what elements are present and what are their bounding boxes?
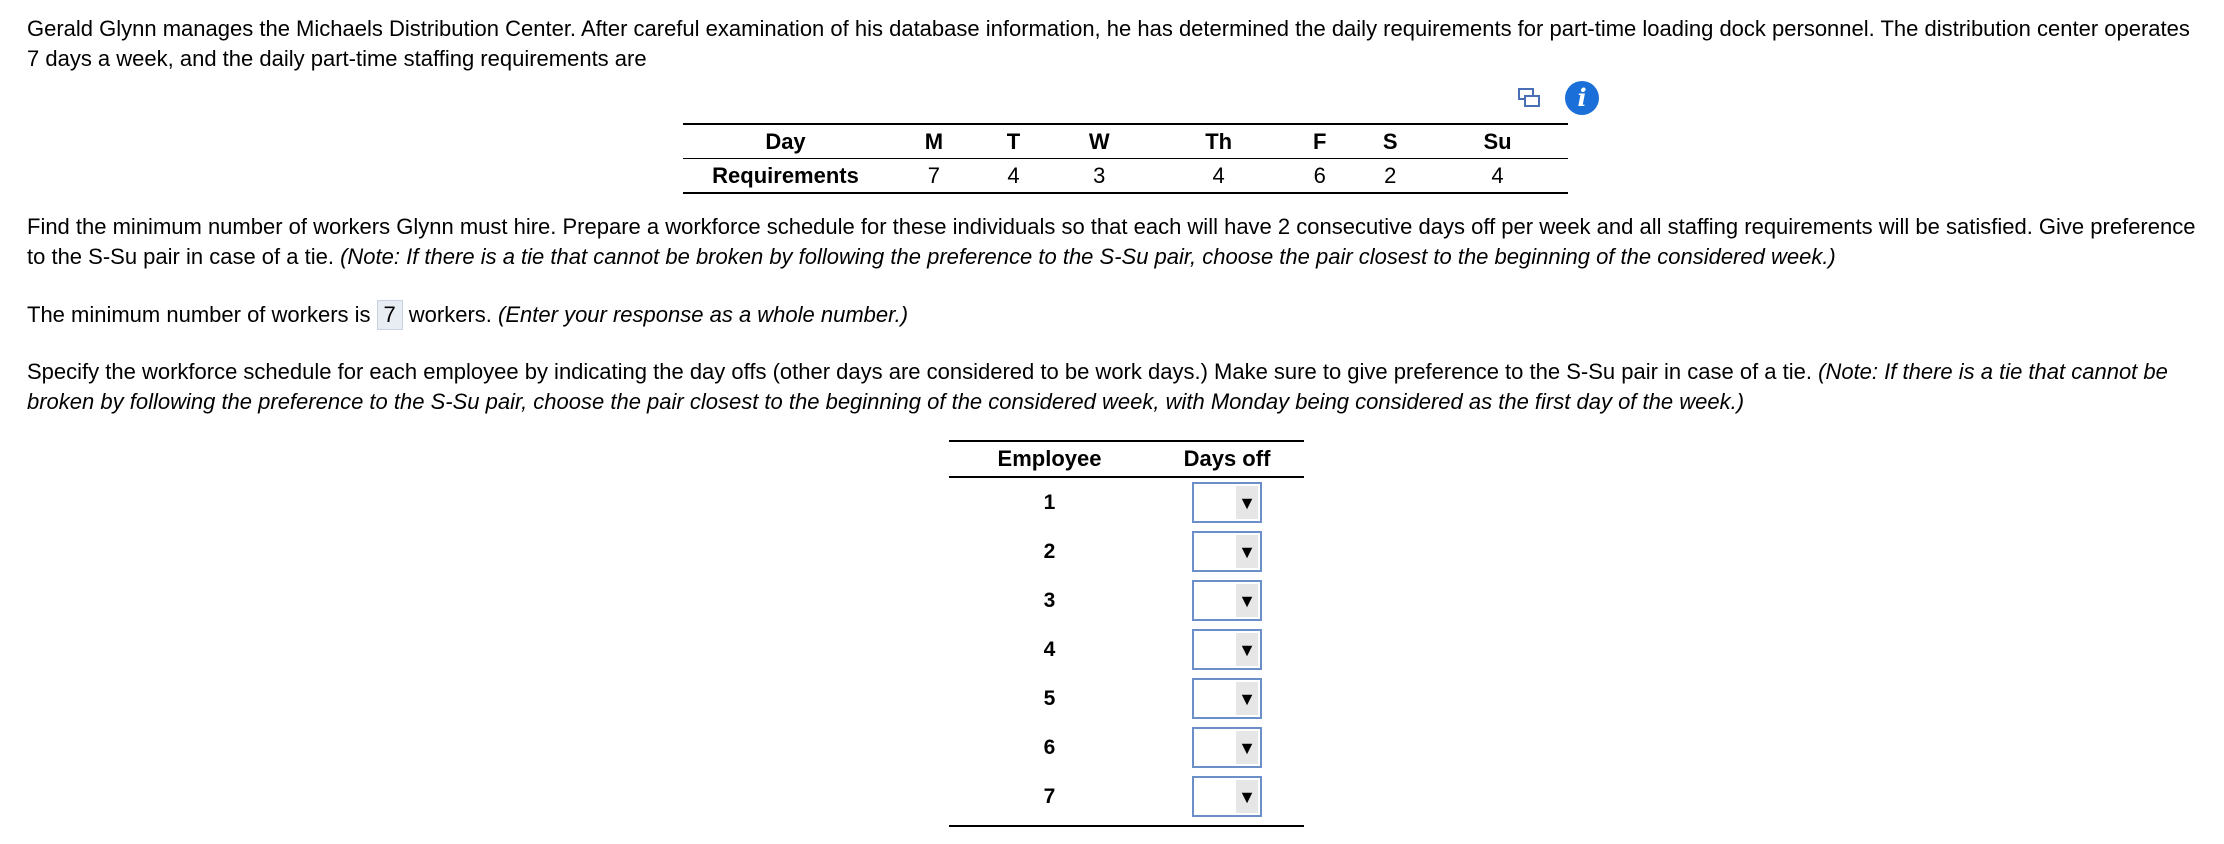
days-off-cell [1150, 776, 1304, 817]
chevron-down-icon: ▼ [1238, 786, 1256, 807]
chevron-down-icon: ▼ [1238, 737, 1256, 758]
table-row [949, 723, 1304, 772]
table-row [949, 625, 1304, 674]
table-row [949, 674, 1304, 723]
day-cell: F [1286, 124, 1353, 159]
days-off-cell [1150, 629, 1304, 670]
days-off-dropdown[interactable] [1192, 531, 1262, 572]
days-off-dropdown[interactable] [1192, 482, 1262, 523]
table-row [949, 527, 1304, 576]
min-workers-answer[interactable]: 7 [377, 300, 403, 330]
requirement-cell: 7 [888, 159, 980, 194]
chevron-down-icon: ▼ [1238, 492, 1256, 513]
employee-number: 3 [1043, 588, 1056, 612]
days-off-dropdown[interactable] [1192, 629, 1262, 670]
dropdown-button[interactable] [1236, 780, 1258, 813]
requirements-row [683, 159, 1568, 194]
table-row [949, 772, 1304, 821]
requirement-cell: 4 [1427, 159, 1568, 194]
days-off-dropdown[interactable] [1192, 580, 1262, 621]
employee-number: 5 [1043, 686, 1056, 710]
day-cell: M [888, 124, 980, 159]
min-workers-hint: (Enter your response as a whole number.) [498, 302, 909, 327]
chevron-down-icon: ▼ [1238, 541, 1256, 562]
min-workers-prefix: The minimum number of workers is [27, 302, 371, 327]
day-header: Day [683, 124, 888, 159]
days-off-cell [1150, 727, 1304, 768]
chevron-down-icon: ▼ [1238, 639, 1256, 660]
task-note: (Note: If there is a tie that cannot be broken by following the preference to the S-Su pair, choose the pair closest to the beginning of the considered week.) [340, 244, 1836, 269]
chevron-down-icon: ▼ [1238, 688, 1256, 709]
table-row [949, 576, 1304, 625]
problem-intro: Gerald Glynn manages the Michaels Distribution Center. After careful examination of his database information, he has determined the daily requirements for part-time loading dock personnel. The distribution center operates 7 days a week, and the daily part-time staffing requirements are [27, 16, 2190, 71]
requirement-cell: 3 [1047, 159, 1151, 194]
days-off-dropdown[interactable] [1192, 727, 1262, 768]
employee-number: 1 [1043, 490, 1056, 514]
table-row [949, 478, 1304, 527]
employee-number: 7 [1043, 784, 1056, 808]
requirements-table [683, 123, 1568, 194]
days-off-cell [1150, 580, 1304, 621]
copy-icon[interactable] [1518, 88, 1540, 108]
task-text: Find the minimum number of workers Glynn must hire. Prepare a workforce schedule for these individuals so that each will have 2 consecutive days off per week and all staffing requirements will be satisfied. Give preference to the S-Su pair in case of a tie. [27, 214, 2196, 269]
dropdown-button[interactable] [1236, 486, 1258, 519]
days-off-dropdown[interactable] [1192, 776, 1262, 817]
min-workers-suffix: workers. [408, 302, 492, 327]
employee-header: Employee [997, 446, 1102, 471]
day-cell: Su [1427, 124, 1568, 159]
min-workers-line [27, 300, 2207, 330]
dropdown-button[interactable] [1236, 584, 1258, 617]
schedule-instructions-text: Specify the workforce schedule for each employee by indicating the day offs (other days are considered to be work days.) Make sure to give preference to the S-Su pair in case of a tie. [27, 359, 1812, 384]
days-off-dropdown[interactable] [1192, 678, 1262, 719]
task-paragraph [27, 212, 2207, 272]
dropdown-button[interactable] [1236, 682, 1258, 715]
dropdown-button[interactable] [1236, 633, 1258, 666]
schedule-instructions [27, 357, 2207, 417]
chevron-down-icon: ▼ [1238, 590, 1256, 611]
dropdown-button[interactable] [1236, 535, 1258, 568]
employee-number: 6 [1043, 735, 1056, 759]
requirement-cell: 2 [1353, 159, 1427, 194]
requirements-header: Requirements [683, 159, 888, 194]
employee-number: 2 [1043, 539, 1056, 563]
dropdown-button[interactable] [1236, 731, 1258, 764]
schedule-header-row [949, 442, 1304, 478]
day-cell: W [1047, 124, 1151, 159]
requirement-cell: 4 [980, 159, 1047, 194]
days-off-cell [1150, 678, 1304, 719]
requirement-cell: 4 [1151, 159, 1286, 194]
schedule-instructions-note: (Note: If there is a tie that cannot be broken by following the preference to the S-Su pair, choose the pair closest to the beginning of the considered week, with Monday being considered as the first day of the week.) [27, 359, 2168, 414]
day-row [683, 124, 1568, 159]
employee-number: 4 [1043, 637, 1056, 661]
days-off-header: Days off [1183, 446, 1271, 471]
schedule-table [949, 440, 1304, 827]
day-cell: T [980, 124, 1047, 159]
days-off-cell [1150, 482, 1304, 523]
day-cell: S [1353, 124, 1427, 159]
requirement-cell: 6 [1286, 159, 1353, 194]
info-icon[interactable]: i [1565, 81, 1599, 115]
day-cell: Th [1151, 124, 1286, 159]
days-off-cell [1150, 531, 1304, 572]
